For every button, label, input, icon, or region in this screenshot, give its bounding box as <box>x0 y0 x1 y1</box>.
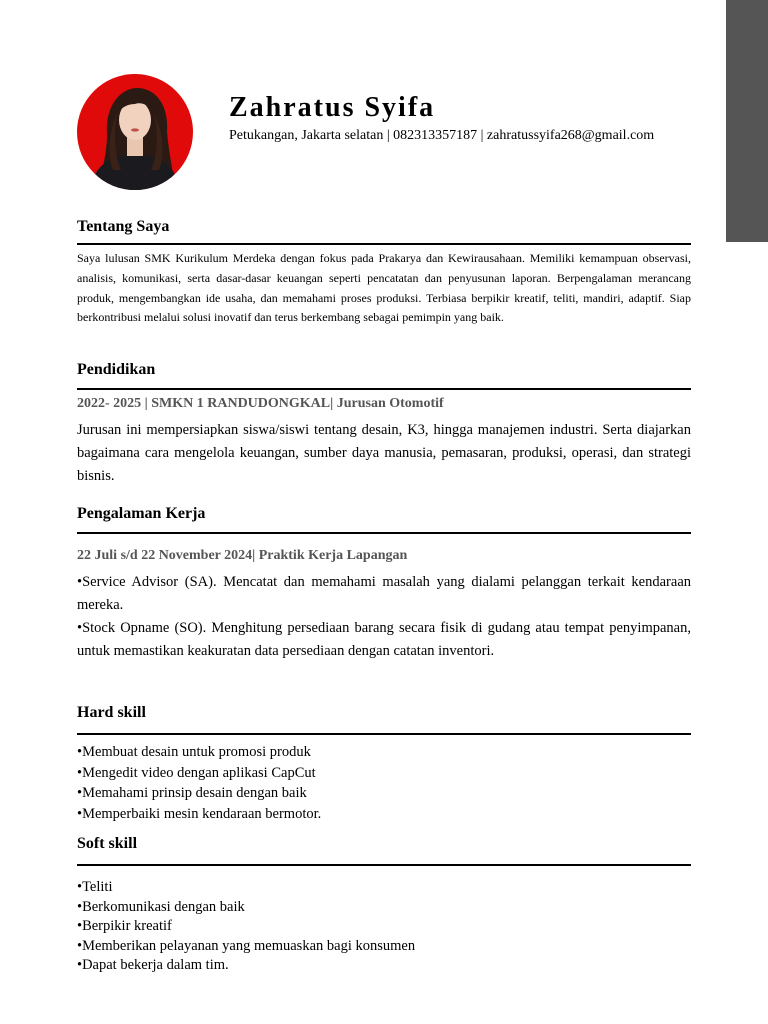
soft-skill-list <box>77 878 415 976</box>
list-item: •Membuat desain untuk promosi produk <box>77 744 311 760</box>
experience-item: •Stock Opname (SO). Menghitung persediaan barang secara fisik di gudang atau tempat penyimpanan, untuk memastikan keakuratan data persediaan dengan catatan inventori. <box>77 620 691 659</box>
scrollbar-thumb[interactable] <box>726 0 768 242</box>
list-item: •Berpikir kreatif <box>77 918 172 934</box>
education-subtitle: 2022- 2025 | SMKN 1 RANDUDONGKAL| Jurusan Otomotif <box>77 396 444 411</box>
list-item: •Berkomunikasi dengan baik <box>77 898 245 915</box>
profile-photo <box>77 74 193 190</box>
section-divider <box>77 388 691 390</box>
candidate-name: Zahratus Syifa <box>229 92 436 123</box>
person-portrait-icon <box>77 74 193 190</box>
section-title-experience: Pengalaman Kerja <box>77 505 206 522</box>
section-title-about: Tentang Saya <box>77 218 170 235</box>
section-divider <box>77 532 691 534</box>
section-divider <box>77 243 691 245</box>
education-text: Jurusan ini mempersiapkan siswa/siswi tentang desain, K3, hingga manajemen industri. Serta diajarkan bagaimana cara mengelola keuangan, sumber daya manusia, pemasaran, produksi, operasi, dan strategi bisnis. <box>77 422 691 484</box>
section-title-soft-skill: Soft skill <box>77 835 138 852</box>
section-divider <box>77 733 691 735</box>
experience-item: •Service Advisor (SA). Mencatat dan memahami masalah yang dialami pelanggan terkait kendaraan mereka. <box>77 574 691 613</box>
section-divider <box>77 864 691 866</box>
section-title-education: Pendidikan <box>77 361 156 378</box>
experience-subtitle: 22 Juli s/d 22 November 2024| Praktik Kerja Lapangan <box>77 548 408 563</box>
list-item: •Memberikan pelayanan yang memuaskan bagi konsumen <box>77 937 416 954</box>
contact-info: Petukangan, Jakarta selatan | 082313357187 | zahratussyifa268@gmail.com <box>229 128 655 143</box>
about-text: Saya lulusan SMK Kurikulum Merdeka dengan fokus pada Prakarya dan Kewirausahaan. Memiliki kemampuan observasi, analisis, komunikasi, serta dasar-dasar keuangan seperti pencatatan dan penyusunan laporan. Berpengalaman merancang produk, mengembangkan ide usaha, dan memahami proses produksi. Terbiasa berpikir kreatif, teliti, mandiri, adaptif. Siap berkontribusi melalui solusi inovatif dan terus berkembang sebagai pemimpin yang baik. <box>77 251 691 325</box>
section-title-hard-skill: Hard skill <box>77 704 146 721</box>
list-item: •Mengedit video dengan aplikasi CapCut <box>77 764 316 781</box>
hard-skill-list <box>77 742 321 825</box>
list-item: •Teliti <box>77 879 113 895</box>
list-item: •Memperbaiki mesin kendaraan bermotor. <box>77 806 322 823</box>
list-item: •Memahami prinsip desain dengan baik <box>77 785 307 802</box>
list-item: •Dapat bekerja dalam tim. <box>77 957 229 973</box>
